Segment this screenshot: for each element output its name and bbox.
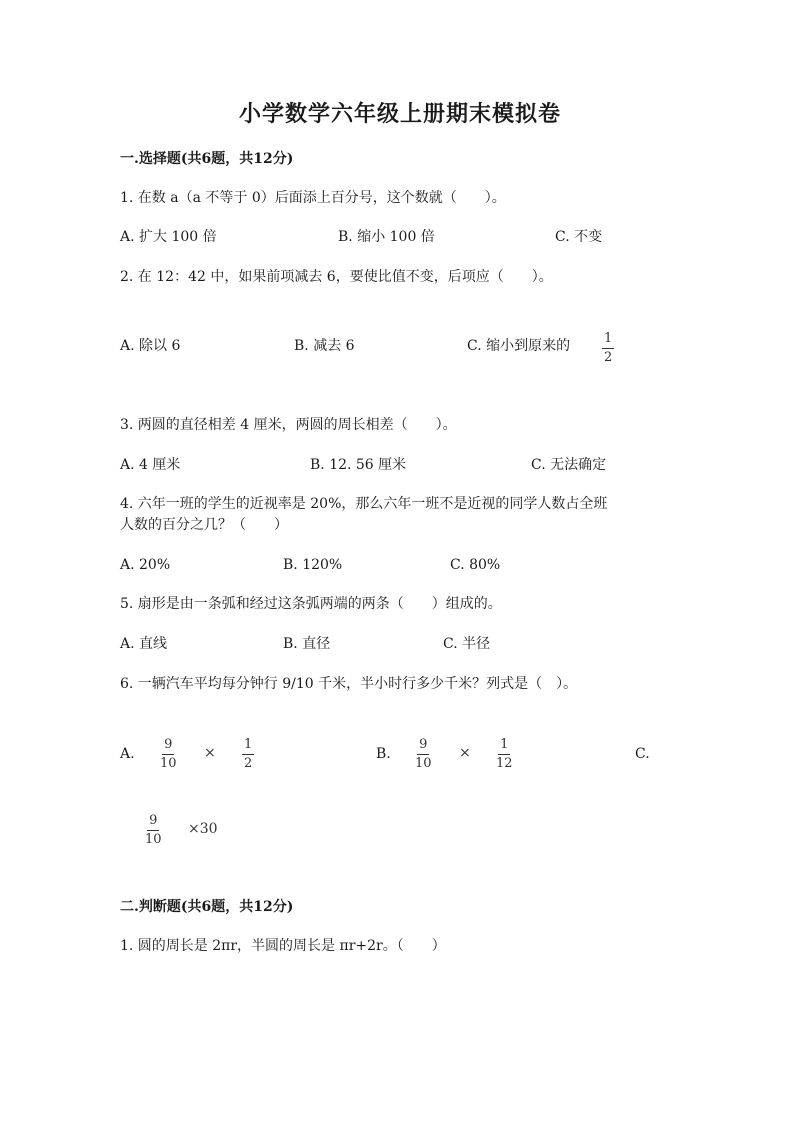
question-6-option-b-label: B.	[376, 746, 391, 762]
question-2-stem: 2. 在 12：42 中，如果前项减去 6，要使比值不变，后项应（ ）。	[120, 269, 553, 285]
fraction-denominator: 10	[160, 756, 177, 771]
fraction-denominator: 2	[244, 756, 253, 771]
question-2-option-b: B. 减去 6	[294, 338, 355, 354]
multiply-sign: ×	[204, 745, 216, 761]
question-6-stem: 6. 一辆汽车平均每分钟行 9/10 千米，半小时行多少千米？列式是（ ）。	[120, 676, 578, 692]
fraction-denominator: 2	[604, 350, 613, 365]
fraction-numerator: 1	[242, 738, 254, 755]
question-5-stem: 5. 扇形是由一条弧和经过这条弧两端的两条（ ）组成的。	[120, 596, 502, 612]
question-6-option-c-expression: ×30	[188, 821, 218, 837]
question-5-option-b: B. 直径	[283, 636, 331, 652]
question-4-option-b: B. 120%	[283, 557, 343, 573]
fraction-one-half	[602, 332, 614, 365]
question-1-option-b: B. 缩小 100 倍	[338, 229, 435, 245]
section-heading-judgement: 二.判断题(共6题，共12分)	[120, 899, 294, 915]
question-3-option-a: A. 4 厘米	[120, 457, 181, 473]
fraction-numerator: 1	[602, 332, 614, 349]
question-4-option-a: A. 20%	[120, 557, 171, 573]
fraction-nine-tenths	[160, 738, 177, 771]
fraction-numerator: 9	[417, 738, 429, 755]
fraction-numerator: 9	[162, 738, 174, 755]
question-1-option-c: C. 不变	[555, 229, 603, 245]
question-6-option-a-label: A.	[120, 746, 135, 762]
fraction-denominator: 10	[145, 832, 162, 847]
fraction-nine-tenths	[145, 814, 162, 847]
question-5-option-a: A. 直线	[120, 636, 168, 652]
multiply-sign: ×	[459, 745, 471, 761]
question-2-option-a: A. 除以 6	[120, 338, 181, 354]
question-3-option-c: C. 无法确定	[531, 457, 607, 473]
page-title: 小学数学六年级上册期末模拟卷	[238, 101, 561, 127]
question-4-stem-line-2: 人数的百分之几？（ ）	[120, 517, 288, 533]
question-4-stem-line-1: 4. 六年一班的学生的近视率是 20%，那么六年一班不是近视的同学人数占全班	[120, 496, 608, 512]
question-1-stem: 1. 在数 a（a 不等于 0）后面添上百分号，这个数就（ ）。	[120, 190, 506, 206]
fraction-nine-tenths	[415, 738, 432, 771]
question-5-option-c: C. 半径	[443, 636, 491, 652]
question-1-option-a: A. 扩大 100 倍	[120, 229, 217, 245]
fraction-one-half	[242, 738, 254, 771]
section-heading-choice: 一.选择题(共6题，共12分)	[120, 151, 294, 167]
question-3-stem: 3. 两圆的直径相差 4 厘米，两圆的周长相差（ ）。	[120, 417, 457, 433]
judgement-1-stem: 1. 圆的周长是 2πr，半圆的周长是 πr+2r。（ ）	[120, 938, 446, 954]
fraction-denominator: 10	[415, 756, 432, 771]
question-4-option-c: C. 80%	[450, 557, 501, 573]
question-6-option-c-label: C.	[635, 746, 650, 762]
question-2-option-c: C. 缩小到原来的	[467, 338, 571, 354]
fraction-numerator: 9	[147, 814, 159, 831]
fraction-one-twelfth	[496, 738, 513, 771]
question-3-option-b: B. 12. 56 厘米	[310, 457, 407, 473]
fraction-numerator: 1	[498, 738, 510, 755]
fraction-denominator: 12	[496, 756, 513, 771]
